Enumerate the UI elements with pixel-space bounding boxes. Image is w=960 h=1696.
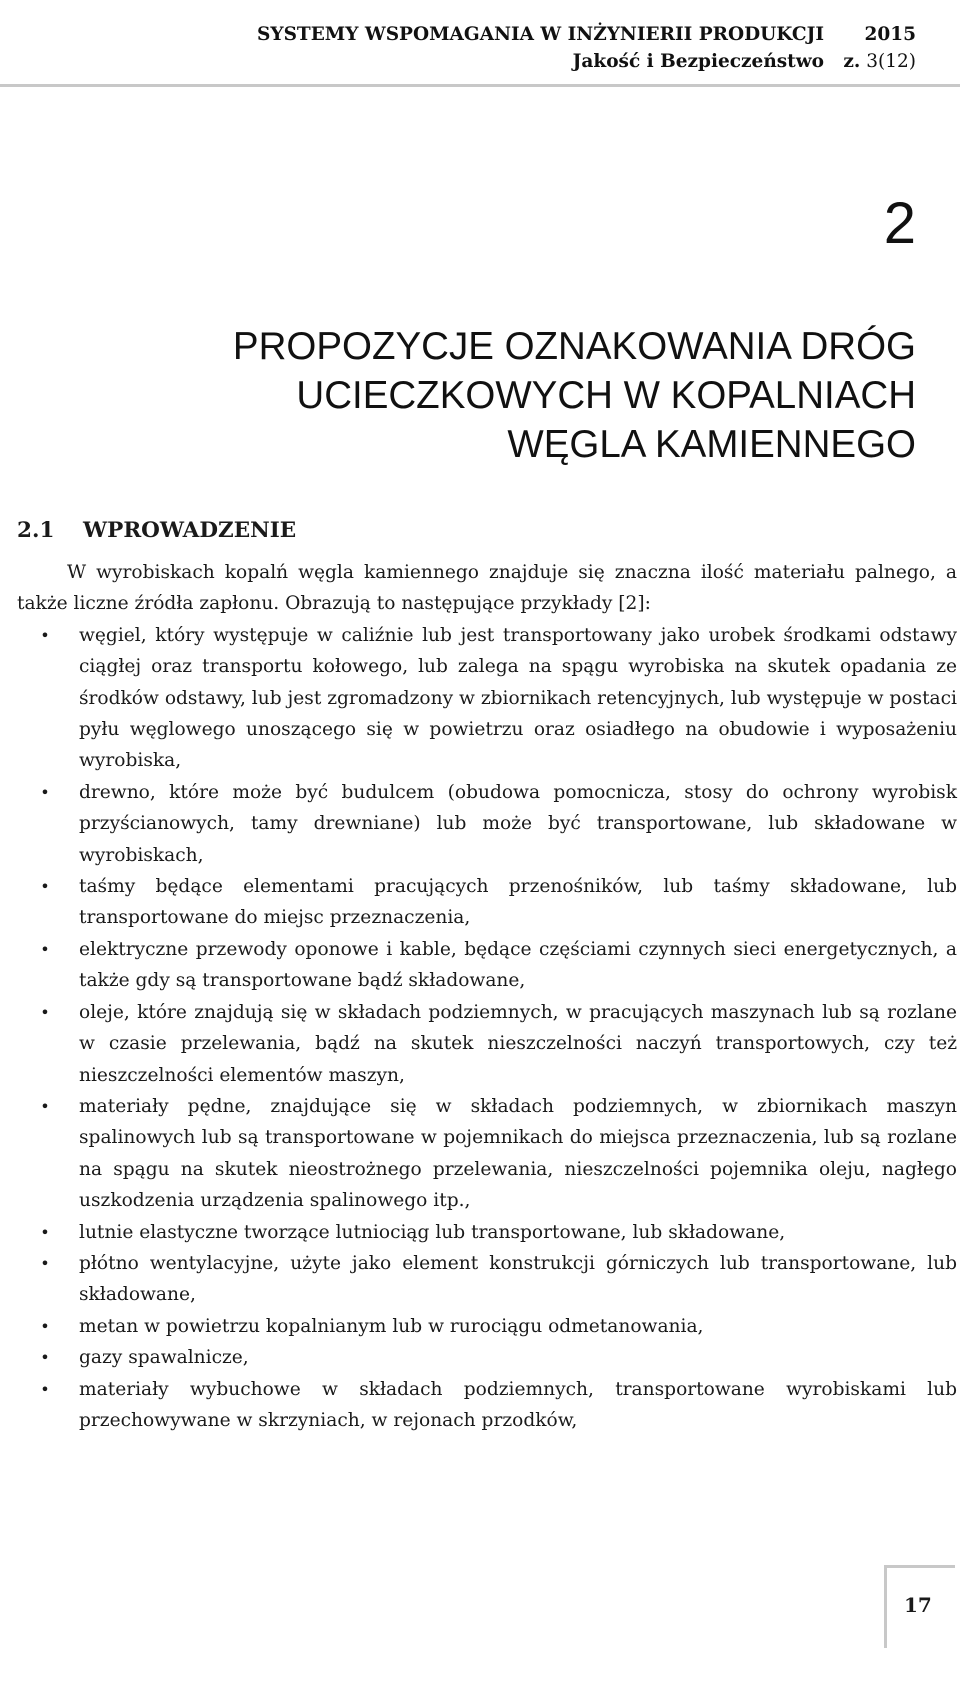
list-item <box>17 1091 957 1217</box>
section-number: 2.1 <box>17 518 55 543</box>
list-item <box>17 997 957 1091</box>
running-header <box>0 18 960 87</box>
bullet-icon: • <box>40 1222 50 1242</box>
page-number: 17 <box>904 1593 932 1617</box>
list-item <box>17 777 957 871</box>
list-item <box>17 1311 957 1342</box>
bullet-icon: • <box>40 625 50 645</box>
list-item-text: taśmy będące elementami pracujących przenośników, lub taśmy składowane, lub transportowane do miejsc przeznaczenia, <box>79 876 957 929</box>
bullet-icon: • <box>40 1096 50 1116</box>
issue-number: 3(12) <box>866 51 916 72</box>
chapter-number: 2 <box>883 191 916 256</box>
journal-year: 2015 <box>864 24 916 45</box>
section-title: WPROWADZENIE <box>83 518 297 543</box>
bullet-icon: • <box>40 1316 50 1336</box>
bullet-icon: • <box>40 1253 50 1273</box>
bullet-icon: • <box>40 939 50 959</box>
chapter-title-line: UCIECZKOWYCH W KOPALNIACH <box>296 374 916 417</box>
list-item <box>17 620 957 777</box>
issue-prefix: z. <box>843 51 861 72</box>
list-item <box>17 1374 957 1437</box>
list-item-text: materiały wybuchowe w składach podziemnych, transportowane wyrobiskami lub przechowywane w skrzyniach, w rejonach przodków, <box>79 1378 957 1431</box>
list-item-text: płótno wentylacyjne, użyte jako element konstrukcji górniczych lub transportowane, lub składowane, <box>79 1252 957 1306</box>
list-item <box>17 1217 957 1248</box>
list-item <box>17 1342 957 1373</box>
bullet-icon: • <box>40 1379 50 1399</box>
journal-title: SYSTEMY WSPOMAGANIA W INŻYNIERII PRODUKCJI <box>257 24 824 45</box>
list-item-text: materiały pędne, znajdujące się w składach podziemnych, w zbiornikach maszyn spalinowych lub są transportowane w pojemnikach do miejsca przeznaczenia, lub są rozlane na spągu na skutek nieostrożnego przelewania, nieszczelności pojemnika oleju, nagłego uszkodzenia urządzenia spalinowego itp., <box>79 1095 957 1212</box>
chapter-title-line: PROPOZYCJE OZNAKOWANIA DRÓG <box>232 325 916 368</box>
journal-subtitle: Jakość i Bezpieczeństwo <box>572 51 824 72</box>
list-item-text: oleje, które znajdują się w składach podziemnych, w pracujących maszynach lub są rozlane w czasie przelewania, bądź na skutek nieszczelności naczyń transportowych, czy też nieszczelności elementów maszyn, <box>79 1001 957 1086</box>
list-item-text: drewno, które może być budulcem (obudowa pomocnicza, stosy do ochrony wyrobisk przyścianowych, tamy drewniane) lub może być transportowane, lub składowane w wyrobiskach, <box>79 781 957 866</box>
list-item <box>17 934 957 997</box>
bullet-icon: • <box>40 1348 50 1368</box>
bullet-icon: • <box>40 877 50 897</box>
bullet-icon: • <box>40 782 50 802</box>
bullet-icon: • <box>40 1002 50 1022</box>
list-item-text: węgiel, który występuje w caliźnie lub jest transportowany jako urobek środkami odstawy ciągłej oraz transportu kołowego, lub zalega na spągu wyrobiska na skutek opadania ze środków odstawy, lub jest zgromadzony w zbiornikach retencyjnych, lub występuje w postaci pyłu węglowego unoszącego się w powietrzu oraz osiadłego na obudowie i wyposażeniu wyrobiska, <box>79 624 957 772</box>
chapter-title-line: WĘGLA KAMIENNEGO <box>507 423 916 466</box>
body-text <box>17 557 957 1436</box>
list-item-text: metan w powietrzu kopalnianym lub w rurociągu odmetanowania, <box>79 1315 704 1337</box>
intro-paragraph: W wyrobiskach kopalń węgla kamiennego znajduje się znaczna ilość materiału palnego, a także liczne źródła zapłonu. Obrazują to następujące przykłady [2]: <box>17 562 957 615</box>
list-item <box>17 1248 957 1311</box>
journal-issue <box>843 51 916 72</box>
list-item-text: lutnie elastyczne tworzące lutniociąg lub transportowane, lub składowane, <box>79 1221 786 1243</box>
list-item <box>17 871 957 934</box>
chapter-title <box>233 322 916 469</box>
bullet-list <box>17 620 957 1437</box>
list-item-text: elektryczne przewody oponowe i kable, będące częściami czynnych sieci energetycznych, a także gdy są transportowane bądź składowane, <box>79 938 957 992</box>
list-item-text: gazy spawalnicze, <box>79 1347 249 1369</box>
section-heading <box>17 518 296 543</box>
